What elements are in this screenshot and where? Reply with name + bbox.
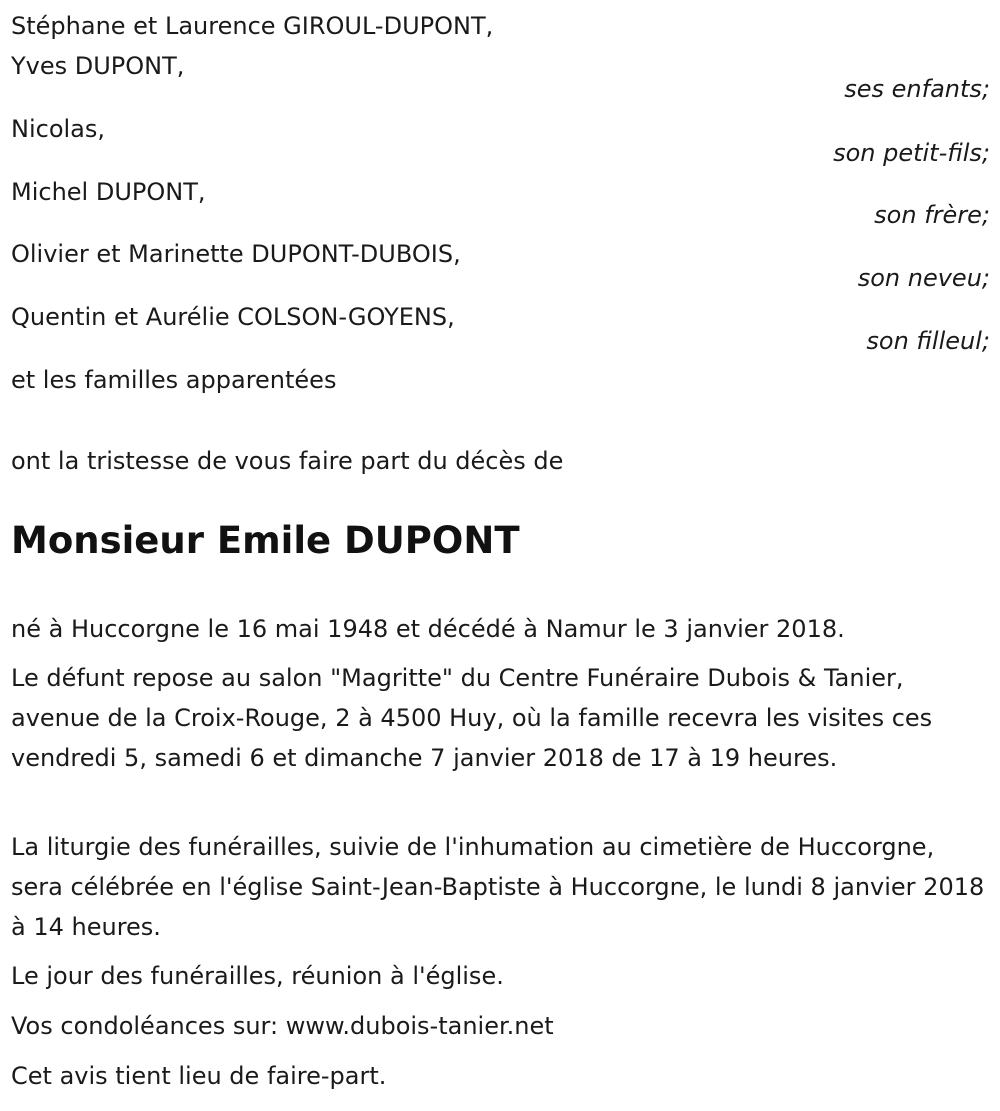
family-role: ses enfants;: [844, 75, 990, 103]
notice-paragraph: Cet avis tient lieu de faire-part.: [11, 1062, 387, 1090]
birth-death-paragraph: né à Huccorgne le 16 mai 1948 et décédé à Namur le 3 janvier 2018.: [11, 615, 845, 643]
meeting-paragraph: Le jour des funérailles, réunion à l'église.: [11, 962, 504, 990]
family-name-line: Quentin et Aurélie COLSON-GOYENS,: [11, 303, 455, 331]
family-name-line: Yves DUPONT,: [11, 52, 185, 80]
family-role: son petit-fils;: [833, 139, 990, 167]
family-role: son frère;: [874, 201, 990, 229]
family-name-line: Michel DUPONT,: [11, 178, 206, 206]
visitation-paragraph: Le défunt repose au salon "Magritte" du Centre Funéraire Dubois & Tanier, avenue de la Croix-Rouge, 2 à 4500 Huy, où la famille recevra les visites ces vendredi 5, samedi 6 et dimanche 7 janvier 2018 de 17 à 19 heures.: [11, 664, 933, 772]
extended-family-line: et les familles apparentées: [11, 366, 337, 394]
condolences-paragraph: Vos condoléances sur: www.dubois-tanier.net: [11, 1012, 554, 1040]
liturgy-paragraph: La liturgie des funérailles, suivie de l'inhumation au cimetière de Huccorgne, sera célébrée en l'église Saint-Jean-Baptiste à Huccorgne, le lundi 8 janvier 2018 à 14 heures.: [11, 833, 985, 941]
family-name-line: Olivier et Marinette DUPONT-DUBOIS,: [11, 240, 461, 268]
family-role: son filleul;: [866, 327, 990, 355]
family-role: son neveu;: [857, 264, 990, 292]
deceased-name-heading: Monsieur Emile DUPONT: [11, 519, 520, 562]
family-name-line: Nicolas,: [11, 115, 106, 143]
announcement-line: ont la tristesse de vous faire part du décès de: [11, 447, 564, 475]
family-name-line: Stéphane et Laurence GIROUL-DUPONT,: [11, 12, 494, 40]
